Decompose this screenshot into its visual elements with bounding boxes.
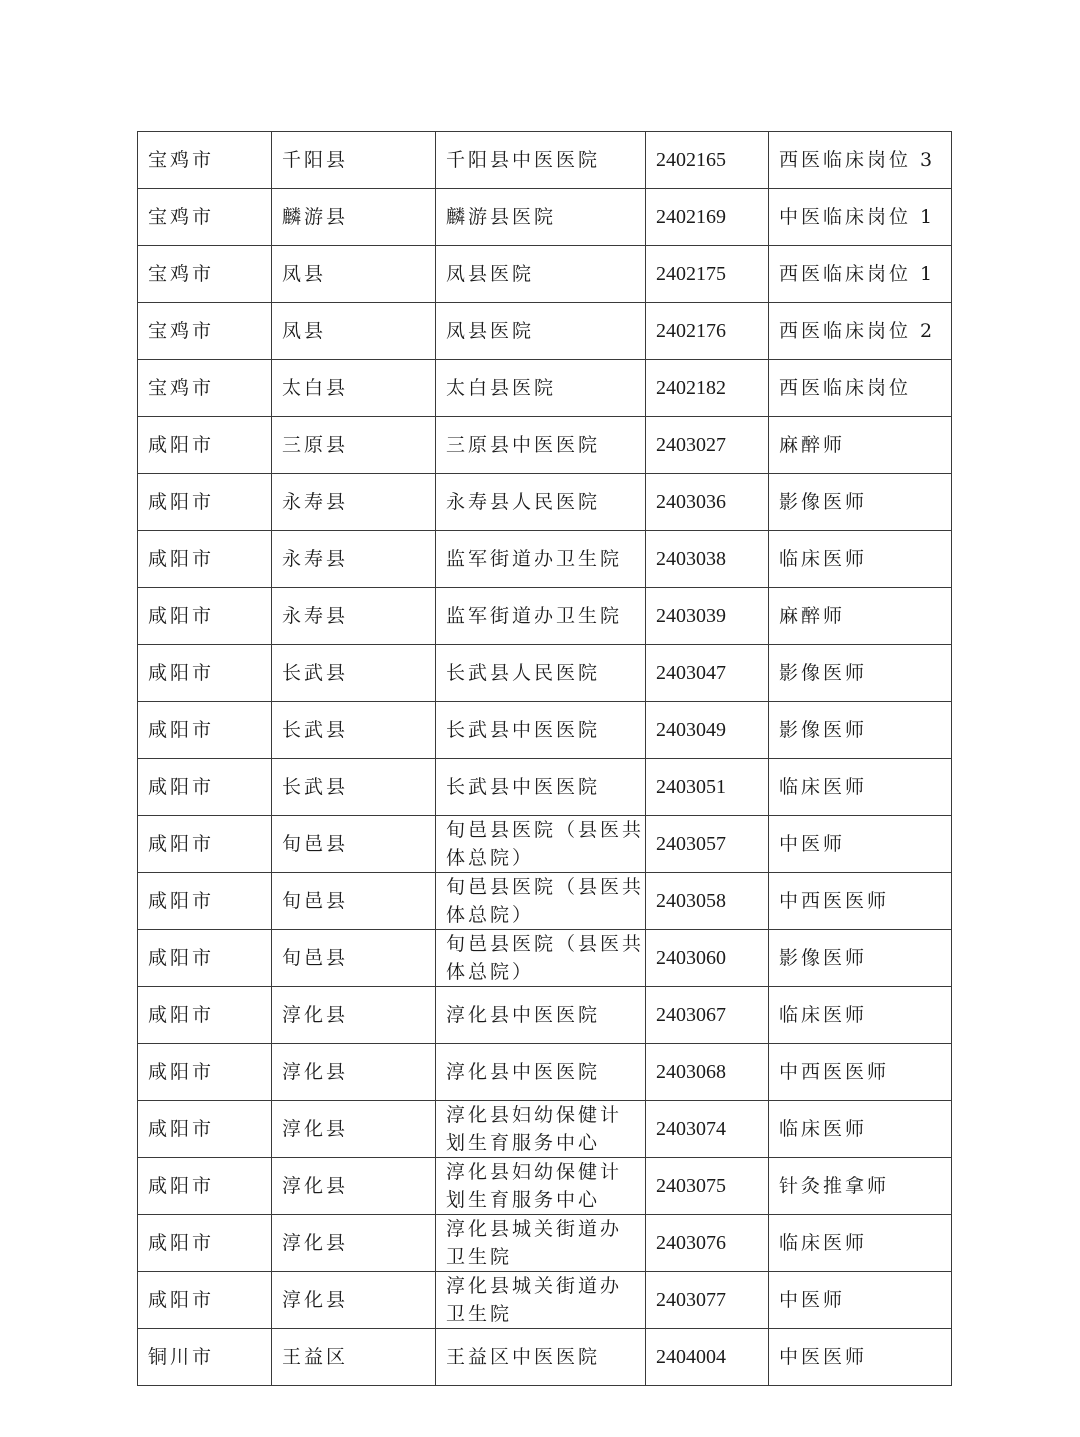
institution-cell: 淳化县城关街道办 卫生院 <box>436 1272 646 1329</box>
county-cell: 王益区 <box>272 1329 436 1386</box>
county-cell: 长武县 <box>272 759 436 816</box>
city-cell: 咸阳市 <box>138 930 272 987</box>
table-row <box>138 987 952 1044</box>
position-code-cell: 2403039 <box>646 588 769 645</box>
position-name-cell: 中医临床岗位 1 <box>769 189 952 246</box>
position-name-cell: 影像医师 <box>769 930 952 987</box>
city-cell: 咸阳市 <box>138 1101 272 1158</box>
table-row <box>138 702 952 759</box>
county-cell: 旬邑县 <box>272 930 436 987</box>
city-cell: 咸阳市 <box>138 417 272 474</box>
position-code-cell: 2403060 <box>646 930 769 987</box>
position-code-cell: 2402175 <box>646 246 769 303</box>
table-row <box>138 1158 952 1215</box>
table-body <box>138 132 952 1386</box>
institution-cell: 监军街道办卫生院 <box>436 588 646 645</box>
county-cell: 太白县 <box>272 360 436 417</box>
city-cell: 咸阳市 <box>138 531 272 588</box>
table-row <box>138 930 952 987</box>
position-name-cell: 麻醉师 <box>769 417 952 474</box>
position-name-cell: 西医临床岗位 3 <box>769 132 952 189</box>
county-cell: 淳化县 <box>272 1044 436 1101</box>
county-cell: 长武县 <box>272 645 436 702</box>
table-row <box>138 1329 952 1386</box>
position-name-cell: 麻醉师 <box>769 588 952 645</box>
institution-cell: 淳化县妇幼保健计 划生育服务中心 <box>436 1101 646 1158</box>
city-cell: 咸阳市 <box>138 759 272 816</box>
county-cell: 淳化县 <box>272 987 436 1044</box>
city-cell: 咸阳市 <box>138 987 272 1044</box>
table-row <box>138 1215 952 1272</box>
institution-cell: 长武县人民医院 <box>436 645 646 702</box>
city-cell: 铜川市 <box>138 1329 272 1386</box>
position-code-cell: 2403057 <box>646 816 769 873</box>
county-cell: 旬邑县 <box>272 816 436 873</box>
institution-cell: 淳化县妇幼保健计 划生育服务中心 <box>436 1158 646 1215</box>
position-code-cell: 2402176 <box>646 303 769 360</box>
table-row <box>138 1044 952 1101</box>
table-row <box>138 1101 952 1158</box>
position-name-cell: 影像医师 <box>769 474 952 531</box>
institution-cell: 千阳县中医医院 <box>436 132 646 189</box>
county-cell: 永寿县 <box>272 474 436 531</box>
city-cell: 咸阳市 <box>138 1158 272 1215</box>
position-code-cell: 2403049 <box>646 702 769 759</box>
city-cell: 咸阳市 <box>138 873 272 930</box>
institution-cell: 三原县中医医院 <box>436 417 646 474</box>
table-row <box>138 588 952 645</box>
table-row <box>138 303 952 360</box>
position-code-cell: 2402169 <box>646 189 769 246</box>
county-cell: 淳化县 <box>272 1215 436 1272</box>
city-cell: 咸阳市 <box>138 588 272 645</box>
position-code-cell: 2403047 <box>646 645 769 702</box>
city-cell: 宝鸡市 <box>138 360 272 417</box>
table-row <box>138 246 952 303</box>
city-cell: 咸阳市 <box>138 474 272 531</box>
position-code-cell: 2403075 <box>646 1158 769 1215</box>
position-name-cell: 影像医师 <box>769 702 952 759</box>
county-cell: 长武县 <box>272 702 436 759</box>
county-cell: 千阳县 <box>272 132 436 189</box>
position-name-cell: 中医师 <box>769 1272 952 1329</box>
city-cell: 咸阳市 <box>138 702 272 759</box>
city-cell: 宝鸡市 <box>138 189 272 246</box>
table-row <box>138 189 952 246</box>
table-row <box>138 873 952 930</box>
institution-cell: 凤县医院 <box>436 303 646 360</box>
position-name-cell: 影像医师 <box>769 645 952 702</box>
table-row <box>138 1272 952 1329</box>
table-row <box>138 816 952 873</box>
position-code-cell: 2403058 <box>646 873 769 930</box>
county-cell: 旬邑县 <box>272 873 436 930</box>
position-name-cell: 西医临床岗位 2 <box>769 303 952 360</box>
positions-table <box>137 131 952 1386</box>
county-cell: 麟游县 <box>272 189 436 246</box>
county-cell: 永寿县 <box>272 531 436 588</box>
city-cell: 咸阳市 <box>138 1215 272 1272</box>
position-code-cell: 2404004 <box>646 1329 769 1386</box>
institution-cell: 永寿县人民医院 <box>436 474 646 531</box>
position-code-cell: 2403068 <box>646 1044 769 1101</box>
county-cell: 淳化县 <box>272 1272 436 1329</box>
position-code-cell: 2403038 <box>646 531 769 588</box>
position-name-cell: 临床医师 <box>769 1215 952 1272</box>
institution-cell: 淳化县中医医院 <box>436 1044 646 1101</box>
table-row <box>138 132 952 189</box>
table-row <box>138 759 952 816</box>
county-cell: 凤县 <box>272 303 436 360</box>
position-name-cell: 临床医师 <box>769 987 952 1044</box>
position-code-cell: 2403036 <box>646 474 769 531</box>
institution-cell: 王益区中医医院 <box>436 1329 646 1386</box>
county-cell: 永寿县 <box>272 588 436 645</box>
position-name-cell: 临床医师 <box>769 759 952 816</box>
position-code-cell: 2403067 <box>646 987 769 1044</box>
table-row <box>138 360 952 417</box>
city-cell: 咸阳市 <box>138 816 272 873</box>
institution-cell: 旬邑县医院（县医共 体总院） <box>436 816 646 873</box>
position-code-cell: 2403077 <box>646 1272 769 1329</box>
county-cell: 淳化县 <box>272 1158 436 1215</box>
position-name-cell: 西医临床岗位 <box>769 360 952 417</box>
table-row <box>138 531 952 588</box>
institution-cell: 旬邑县医院（县医共 体总院） <box>436 873 646 930</box>
position-code-cell: 2403051 <box>646 759 769 816</box>
institution-cell: 长武县中医医院 <box>436 702 646 759</box>
position-name-cell: 西医临床岗位 1 <box>769 246 952 303</box>
position-code-cell: 2403074 <box>646 1101 769 1158</box>
table-row <box>138 645 952 702</box>
institution-cell: 太白县医院 <box>436 360 646 417</box>
city-cell: 宝鸡市 <box>138 303 272 360</box>
position-code-cell: 2403076 <box>646 1215 769 1272</box>
position-name-cell: 临床医师 <box>769 1101 952 1158</box>
position-name-cell: 中西医医师 <box>769 1044 952 1101</box>
institution-cell: 凤县医院 <box>436 246 646 303</box>
table-row <box>138 474 952 531</box>
institution-cell: 淳化县城关街道办 卫生院 <box>436 1215 646 1272</box>
county-cell: 淳化县 <box>272 1101 436 1158</box>
position-name-cell: 中西医医师 <box>769 873 952 930</box>
city-cell: 咸阳市 <box>138 645 272 702</box>
position-name-cell: 中医医师 <box>769 1329 952 1386</box>
position-code-cell: 2402182 <box>646 360 769 417</box>
county-cell: 三原县 <box>272 417 436 474</box>
county-cell: 凤县 <box>272 246 436 303</box>
city-cell: 咸阳市 <box>138 1044 272 1101</box>
institution-cell: 麟游县医院 <box>436 189 646 246</box>
position-code-cell: 2403027 <box>646 417 769 474</box>
table-row <box>138 417 952 474</box>
position-name-cell: 中医师 <box>769 816 952 873</box>
institution-cell: 旬邑县医院（县医共 体总院） <box>436 930 646 987</box>
city-cell: 咸阳市 <box>138 1272 272 1329</box>
institution-cell: 监军街道办卫生院 <box>436 531 646 588</box>
position-name-cell: 临床医师 <box>769 531 952 588</box>
institution-cell: 淳化县中医医院 <box>436 987 646 1044</box>
city-cell: 宝鸡市 <box>138 132 272 189</box>
institution-cell: 长武县中医医院 <box>436 759 646 816</box>
city-cell: 宝鸡市 <box>138 246 272 303</box>
position-code-cell: 2402165 <box>646 132 769 189</box>
position-name-cell: 针灸推拿师 <box>769 1158 952 1215</box>
